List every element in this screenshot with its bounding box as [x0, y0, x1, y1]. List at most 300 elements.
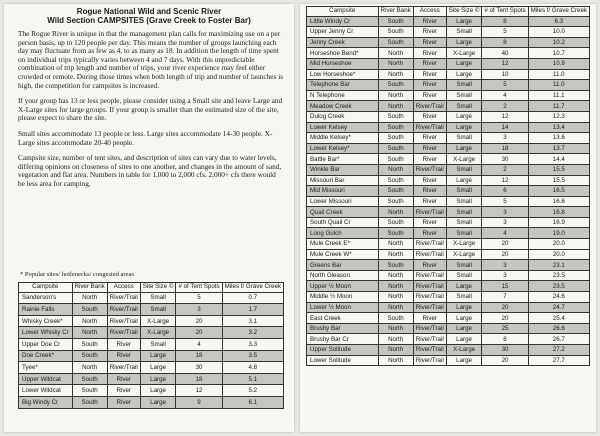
campsite-name-cell: Mule Creek E* — [307, 239, 379, 250]
river-bank-cell: North — [378, 355, 413, 366]
access-cell: River — [413, 133, 446, 144]
site-size-cell: Small — [140, 292, 176, 304]
miles-from-grave-creek-cell: 10.9 — [528, 58, 589, 69]
tent-spots-cell: 6 — [482, 186, 528, 197]
access-cell: River — [413, 154, 446, 165]
intro-paragraph-4: Campsite size, number of tent sites, and description of sites can vary due to water levels, differing opinions on closeness of sites to one another, and changes in the amount of sand, vegetation and flat area. Numbers in table for 1,000 to 2,000 cfs. 2,000+ cfs there would be less area for camping. — [18, 153, 282, 188]
tent-spots-cell: 5 — [482, 80, 528, 91]
table-row — [307, 270, 590, 281]
tent-spots-cell: 4 — [482, 228, 528, 239]
site-size-cell: Small — [446, 260, 482, 271]
miles-from-grave-creek-cell: 11.1 — [528, 90, 589, 101]
miles-from-grave-creek-cell: 27.7 — [528, 355, 589, 366]
river-bank-cell: North — [378, 281, 413, 292]
river-bank-cell: South — [378, 260, 413, 271]
campsite-name-cell: Lower Kelsey* — [307, 143, 379, 154]
table-row — [307, 37, 590, 48]
tent-spots-cell: 30 — [482, 154, 528, 165]
river-bank-cell: South — [72, 338, 107, 350]
miles-from-grave-creek-cell: 24.7 — [528, 302, 589, 313]
miles-from-grave-creek-cell: 10.2 — [528, 37, 589, 48]
access-cell: River — [107, 338, 140, 350]
access-cell: River — [107, 385, 140, 397]
campsite-name-cell: Little Windy Cr — [307, 16, 379, 27]
tent-spots-cell: 20 — [176, 315, 222, 327]
river-bank-cell: South — [378, 37, 413, 48]
site-size-cell: X-Large — [140, 327, 176, 339]
right-page — [300, 4, 596, 432]
site-size-cell: Large — [446, 122, 482, 133]
tent-spots-cell: 14 — [482, 122, 528, 133]
river-bank-cell: South — [72, 373, 107, 385]
access-cell: River/Trail — [413, 122, 446, 133]
table-row — [307, 27, 590, 38]
access-cell: River/Trail — [413, 345, 446, 356]
tent-spots-cell: 3 — [482, 270, 528, 281]
miles-from-grave-creek-cell: 10.7 — [528, 48, 589, 59]
table-row — [307, 207, 590, 218]
campsite-name-cell: Whisky Creek* — [19, 315, 73, 327]
intro-text — [18, 30, 284, 189]
title-line-2: Wild Section CAMPSITES (Grave Creek to Foster Bar) — [47, 16, 251, 25]
popular-sites-note: * Popular sites/ hotlenecks/ congested areas — [20, 271, 134, 278]
river-bank-cell: South — [378, 27, 413, 38]
access-cell: River — [413, 90, 446, 101]
table-row — [19, 315, 284, 327]
access-cell: River — [413, 196, 446, 207]
miles-from-grave-creek-cell: 15.5 — [528, 175, 589, 186]
site-size-cell: Large — [446, 111, 482, 122]
table-row — [307, 334, 590, 345]
document-title — [4, 7, 294, 25]
tent-spots-cell: 20 — [176, 327, 222, 339]
river-bank-cell: South — [72, 396, 107, 408]
header-tents: # of Tent Spots — [482, 7, 528, 17]
miles-from-grave-creek-cell: 16.6 — [528, 196, 589, 207]
site-size-cell: Large — [446, 302, 482, 313]
tent-spots-cell: 3 — [176, 304, 222, 316]
campsite-name-cell: N Telephone — [307, 90, 379, 101]
table-row — [307, 217, 590, 228]
tent-spots-cell: 20 — [482, 313, 528, 324]
site-size-cell: Large — [446, 175, 482, 186]
river-bank-cell: South — [72, 350, 107, 362]
miles-from-grave-creek-cell: 3.5 — [222, 350, 283, 362]
table-row — [307, 143, 590, 154]
tent-spots-cell: 3 — [482, 260, 528, 271]
access-cell: River — [413, 143, 446, 154]
site-size-cell: Large — [446, 69, 482, 80]
table-row — [307, 16, 590, 27]
campsite-name-cell: Brushy Bar Cr — [307, 334, 379, 345]
campsite-name-cell: Doe Creek* — [19, 350, 73, 362]
site-size-cell: X-Large — [446, 239, 482, 250]
access-cell: River/Trail — [413, 207, 446, 218]
miles-from-grave-creek-cell: 3.3 — [222, 338, 283, 350]
campsite-name-cell: North Gleason — [307, 270, 379, 281]
tent-spots-cell: 20 — [482, 355, 528, 366]
table-row — [307, 345, 590, 356]
miles-from-grave-creek-cell: 15.5 — [528, 164, 589, 175]
access-cell: River — [413, 217, 446, 228]
campsite-table-right — [306, 6, 590, 366]
table-row — [307, 80, 590, 91]
river-bank-cell: North — [378, 207, 413, 218]
access-cell: River/Trail — [107, 304, 140, 316]
table-row — [307, 313, 590, 324]
campsite-name-cell: Mule Creek W* — [307, 249, 379, 260]
site-size-cell: Small — [446, 270, 482, 281]
miles-from-grave-creek-cell: 4.8 — [222, 362, 283, 374]
table-row — [19, 304, 284, 316]
table-row — [19, 292, 284, 304]
access-cell: River — [413, 260, 446, 271]
site-size-cell: Small — [140, 304, 176, 316]
miles-from-grave-creek-cell: 11.0 — [528, 80, 589, 91]
river-bank-cell: North — [378, 345, 413, 356]
tent-spots-cell: 4 — [176, 338, 222, 350]
access-cell: River — [413, 69, 446, 80]
campsite-rows-right — [307, 16, 590, 366]
miles-from-grave-creek-cell: 6.3 — [528, 16, 589, 27]
miles-from-grave-creek-cell: 23.1 — [528, 260, 589, 271]
miles-from-grave-creek-cell: 5.2 — [222, 385, 283, 397]
site-size-cell: Large — [446, 313, 482, 324]
access-cell: River — [413, 175, 446, 186]
river-bank-cell: North — [378, 302, 413, 313]
miles-from-grave-creek-cell: 25.4 — [528, 313, 589, 324]
site-size-cell: Small — [446, 207, 482, 218]
table-row — [307, 90, 590, 101]
campsite-name-cell: Mid Horseshoe — [307, 58, 379, 69]
river-bank-cell: South — [72, 304, 107, 316]
miles-from-grave-creek-cell: 1.7 — [222, 304, 283, 316]
table-row — [307, 101, 590, 112]
access-cell: River/Trail — [413, 323, 446, 334]
site-size-cell: X-Large — [140, 315, 176, 327]
miles-from-grave-creek-cell: 11.0 — [528, 69, 589, 80]
header-access: Access — [107, 283, 140, 293]
miles-from-grave-creek-cell: 13.4 — [528, 122, 589, 133]
campsite-name-cell: Upper Jenny Cr — [307, 27, 379, 38]
table-row — [19, 385, 284, 397]
table-row — [307, 133, 590, 144]
access-cell: River/Trail — [107, 292, 140, 304]
tent-spots-cell: 7 — [482, 292, 528, 303]
access-cell: River — [107, 350, 140, 362]
river-bank-cell: South — [378, 228, 413, 239]
campsite-name-cell: Upper ½ Moon — [307, 281, 379, 292]
title-line-1: Rogue National Wild and Scenic River — [76, 7, 222, 16]
access-cell: River/Trail — [107, 327, 140, 339]
table-row — [307, 48, 590, 59]
miles-from-grave-creek-cell: 14.4 — [528, 154, 589, 165]
table-row — [307, 186, 590, 197]
site-size-cell: Large — [446, 355, 482, 366]
miles-from-grave-creek-cell: 19.0 — [528, 228, 589, 239]
campsite-name-cell: Lower Kelsey — [307, 122, 379, 133]
site-size-cell: Large — [140, 362, 176, 374]
table-row — [307, 281, 590, 292]
header-campsite: Campsite — [307, 7, 379, 17]
table-row — [19, 350, 284, 362]
miles-from-grave-creek-cell: 16.9 — [528, 217, 589, 228]
tent-spots-cell: 18 — [176, 350, 222, 362]
table-row — [307, 323, 590, 334]
campsite-name-cell: Winkle Bar — [307, 164, 379, 175]
table-header-row — [307, 7, 590, 17]
river-bank-cell: South — [378, 313, 413, 324]
site-size-cell: Small — [446, 133, 482, 144]
miles-from-grave-creek-cell: 11.7 — [528, 101, 589, 112]
river-bank-cell: South — [72, 385, 107, 397]
access-cell: River/Trail — [107, 315, 140, 327]
site-size-cell: Large — [446, 281, 482, 292]
tent-spots-cell: 30 — [482, 345, 528, 356]
site-size-cell: Small — [446, 292, 482, 303]
miles-from-grave-creek-cell: 23.5 — [528, 270, 589, 281]
river-bank-cell: South — [378, 111, 413, 122]
access-cell: River/Trail — [413, 281, 446, 292]
miles-from-grave-creek-cell: 10.0 — [528, 27, 589, 38]
river-bank-cell: South — [378, 80, 413, 91]
access-cell: River — [413, 80, 446, 91]
campsite-name-cell: East Creek — [307, 313, 379, 324]
header-campsite: Campsite — [19, 283, 73, 293]
tent-spots-cell: 12 — [176, 385, 222, 397]
tent-spots-cell: 12 — [482, 111, 528, 122]
miles-from-grave-creek-cell: 16.5 — [528, 186, 589, 197]
river-bank-cell: North — [378, 270, 413, 281]
river-bank-cell: North — [72, 327, 107, 339]
river-bank-cell: South — [378, 122, 413, 133]
river-bank-cell: North — [378, 323, 413, 334]
access-cell: River/Trail — [107, 362, 140, 374]
river-bank-cell: South — [378, 133, 413, 144]
intro-paragraph-3: Small sites accommodate 13 people or less. Large sites accommodate 14-30 people. X-Large sites accommodate 20-40 people. — [18, 128, 273, 147]
campsite-name-cell: Lower Solitude — [307, 355, 379, 366]
tent-spots-cell: 40 — [482, 48, 528, 59]
campsite-name-cell: Lower ½ Moon — [307, 302, 379, 313]
access-cell: River — [413, 48, 446, 59]
left-page — [4, 4, 294, 432]
campsite-name-cell: Lower Missouri — [307, 196, 379, 207]
river-bank-cell: North — [378, 249, 413, 260]
site-size-cell: Small — [140, 338, 176, 350]
campsite-name-cell: Low Horseshoe* — [307, 69, 379, 80]
site-size-cell: Small — [446, 164, 482, 175]
campsite-name-cell: Dulog Creek — [307, 111, 379, 122]
river-bank-cell: South — [378, 16, 413, 27]
site-size-cell: Small — [446, 27, 482, 38]
header-bank: River Bank — [378, 7, 413, 17]
table-row — [307, 292, 590, 303]
access-cell: River/Trail — [413, 334, 446, 345]
header-access: Access — [413, 7, 446, 17]
table-row — [307, 228, 590, 239]
access-cell: River — [107, 373, 140, 385]
table-row — [307, 154, 590, 165]
access-cell: River/Trail — [413, 270, 446, 281]
river-bank-cell: North — [378, 292, 413, 303]
table-row — [307, 249, 590, 260]
intro-paragraph-1: The Rogue River is unique in that the management plan calls for maximizing use on a per person basis, up to 120 people per day. This means the number of groups launching each day may fluctuate from as few as 4, to as many as 18. In addition the length of time spent on individual trips typically varies between 4 and 7 days. With this unpredictable combination of trip length and number of trips, your river experience may feel either crowded or remote. During those times when both length of trip and number of launches is high, the competition for campsites is increased. — [18, 29, 284, 90]
site-size-cell: X-Large — [446, 345, 482, 356]
tent-spots-cell: 3 — [482, 133, 528, 144]
tent-spots-cell: 5 — [176, 292, 222, 304]
tent-spots-cell: 3 — [482, 217, 528, 228]
table-row — [307, 164, 590, 175]
table-row — [19, 362, 284, 374]
site-size-cell: X-Large — [446, 154, 482, 165]
site-size-cell: X-Large — [446, 48, 482, 59]
tent-spots-cell: 8 — [482, 334, 528, 345]
campsite-name-cell: Brushy Bar — [307, 323, 379, 334]
river-bank-cell: North — [378, 69, 413, 80]
table-row — [307, 355, 590, 366]
tent-spots-cell: 12 — [482, 58, 528, 69]
tent-spots-cell: 4 — [482, 90, 528, 101]
access-cell: River — [413, 16, 446, 27]
miles-from-grave-creek-cell: 6.1 — [222, 396, 283, 408]
miles-from-grave-creek-cell: 20.0 — [528, 239, 589, 250]
tent-spots-cell: 8 — [482, 16, 528, 27]
river-bank-cell: South — [378, 186, 413, 197]
site-size-cell: Large — [140, 350, 176, 362]
miles-from-grave-creek-cell: 13.6 — [528, 133, 589, 144]
header-bank: River Bank — [72, 283, 107, 293]
miles-from-grave-creek-cell: 26.6 — [528, 323, 589, 334]
campsite-name-cell: Lower Wildcat — [19, 385, 73, 397]
table-header-row — [19, 283, 284, 293]
tent-spots-cell: 2 — [482, 101, 528, 112]
miles-from-grave-creek-cell: 27.2 — [528, 345, 589, 356]
intro-paragraph-2: If your group has 13 or less people, please consider using a Small site and leave Large and X-Large sites for large groups. If your group is smaller than the estimated size of the site, please expect to share the site. — [18, 96, 283, 123]
access-cell: River/Trail — [413, 302, 446, 313]
river-bank-cell: South — [378, 217, 413, 228]
campsite-name-cell: Rainie Falls — [19, 304, 73, 316]
campsite-name-cell: Meadow Creek — [307, 101, 379, 112]
campsite-name-cell: Lower Whisky Cr — [19, 327, 73, 339]
site-size-cell: Small — [446, 217, 482, 228]
site-size-cell: Small — [446, 80, 482, 91]
miles-from-grave-creek-cell: 5.1 — [222, 373, 283, 385]
campsite-name-cell: Upper Solitude — [307, 345, 379, 356]
tent-spots-cell: 25 — [482, 323, 528, 334]
site-size-cell: Large — [446, 16, 482, 27]
campsite-name-cell: South Quail Cr — [307, 217, 379, 228]
header-size: Site Size © — [446, 7, 482, 17]
river-bank-cell: North — [378, 101, 413, 112]
campsite-name-cell: Battle Bar* — [307, 154, 379, 165]
campsite-name-cell: Greens Bar — [307, 260, 379, 271]
campsite-name-cell: Upper Wildcat — [19, 373, 73, 385]
campsite-table-left — [18, 282, 284, 409]
site-size-cell: Small — [446, 228, 482, 239]
river-bank-cell: North — [378, 239, 413, 250]
miles-from-grave-creek-cell: 26.7 — [528, 334, 589, 345]
access-cell: River — [107, 396, 140, 408]
site-size-cell: Large — [446, 323, 482, 334]
river-bank-cell: South — [378, 175, 413, 186]
river-bank-cell: South — [378, 154, 413, 165]
river-bank-cell: North — [378, 48, 413, 59]
miles-from-grave-creek-cell: 20.0 — [528, 249, 589, 260]
table-row — [307, 196, 590, 207]
tent-spots-cell: 5 — [482, 27, 528, 38]
site-size-cell: Large — [446, 58, 482, 69]
river-bank-cell: South — [378, 143, 413, 154]
miles-from-grave-creek-cell: 24.6 — [528, 292, 589, 303]
tent-spots-cell: 20 — [482, 249, 528, 260]
header-tents: # of Tent Spots — [176, 283, 222, 293]
table-row — [307, 58, 590, 69]
table-row — [307, 260, 590, 271]
table-row — [307, 239, 590, 250]
river-bank-cell: North — [72, 315, 107, 327]
campsite-rows-left — [19, 292, 284, 408]
site-size-cell: Small — [446, 90, 482, 101]
river-bank-cell: North — [378, 164, 413, 175]
river-bank-cell: North — [378, 58, 413, 69]
site-size-cell: Large — [140, 373, 176, 385]
table-row — [307, 69, 590, 80]
site-size-cell: Large — [140, 385, 176, 397]
header-miles: Miles f/ Grave Creek — [222, 283, 283, 293]
table-row — [307, 122, 590, 133]
table-row — [307, 111, 590, 122]
site-size-cell: X-Large — [446, 249, 482, 260]
campsite-name-cell: Tyee* — [19, 362, 73, 374]
miles-from-grave-creek-cell: 13.7 — [528, 143, 589, 154]
river-bank-cell: North — [378, 90, 413, 101]
miles-from-grave-creek-cell: 12.3 — [528, 111, 589, 122]
access-cell: River — [413, 228, 446, 239]
table-row — [19, 373, 284, 385]
tent-spots-cell: 2 — [482, 164, 528, 175]
access-cell: River — [413, 186, 446, 197]
campsite-name-cell: Upper Doe Cr — [19, 338, 73, 350]
miles-from-grave-creek-cell: 23.5 — [528, 281, 589, 292]
tent-spots-cell: 18 — [176, 373, 222, 385]
tent-spots-cell: 12 — [482, 175, 528, 186]
tent-spots-cell: 9 — [176, 396, 222, 408]
river-bank-cell: North — [72, 292, 107, 304]
campsite-name-cell: Mid Missouri — [307, 186, 379, 197]
table-row — [19, 338, 284, 350]
table-row — [307, 175, 590, 186]
tent-spots-cell: 20 — [482, 239, 528, 250]
river-bank-cell: North — [378, 334, 413, 345]
tent-spots-cell: 30 — [176, 362, 222, 374]
tent-spots-cell: 10 — [482, 69, 528, 80]
miles-from-grave-creek-cell: 3.1 — [222, 315, 283, 327]
miles-from-grave-creek-cell: 3.2 — [222, 327, 283, 339]
site-size-cell: Large — [446, 334, 482, 345]
campsite-name-cell: Jenny Creek — [307, 37, 379, 48]
river-bank-cell: North — [72, 362, 107, 374]
campsite-name-cell: Missouri Bar — [307, 175, 379, 186]
table-row — [19, 396, 284, 408]
miles-from-grave-creek-cell: 16.8 — [528, 207, 589, 218]
access-cell: River/Trail — [413, 164, 446, 175]
site-size-cell: Large — [446, 143, 482, 154]
river-bank-cell: South — [378, 196, 413, 207]
campsite-name-cell: Quail Creek — [307, 207, 379, 218]
access-cell: River — [413, 27, 446, 38]
site-size-cell: Large — [140, 396, 176, 408]
tent-spots-cell: 15 — [482, 281, 528, 292]
